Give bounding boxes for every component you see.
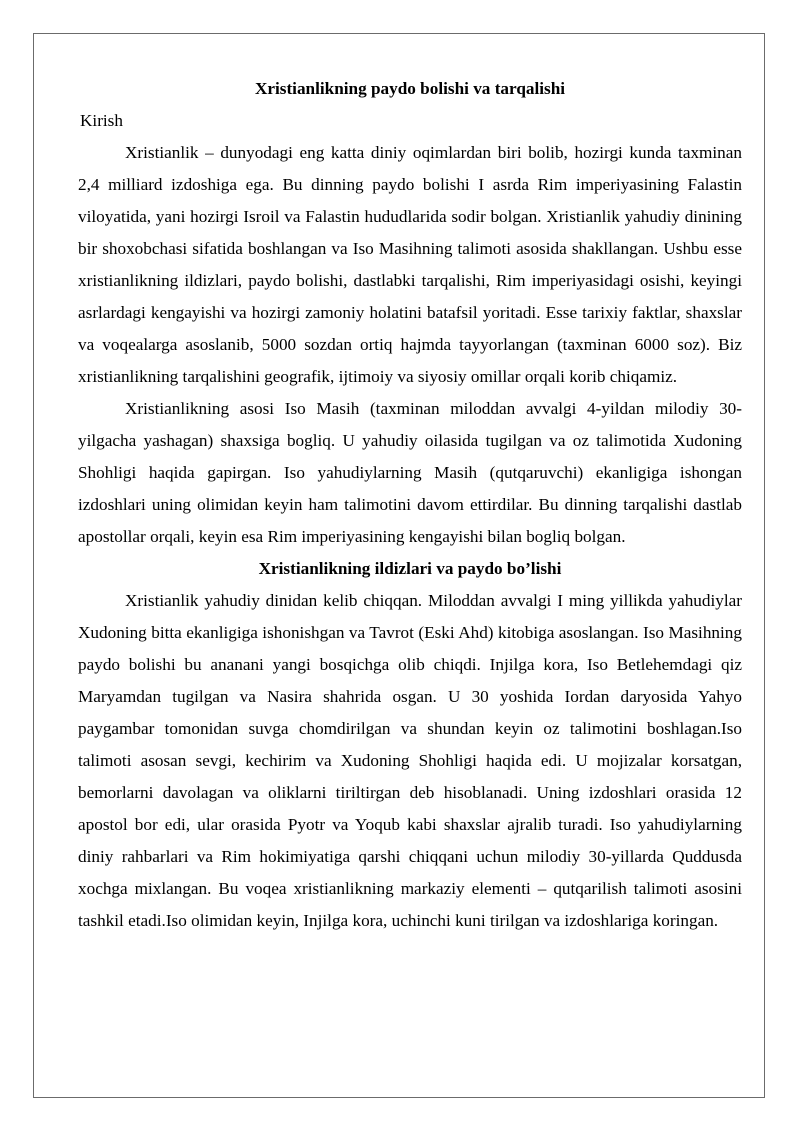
section-title: Xristianlikning ildizlari va paydo bo’lishi [258, 559, 562, 578]
paragraph: Xristianlik yahudiy dinidan kelib chiqqan. Miloddan avvalgi I ming yillikda yahudiylar Xudoning bitta ekanligiga ishonishgan va Tavrot (Eski Ahd) kitobiga asoslangan. Iso Masihning paydo bolishi bu ananani yangi bosqichga olib chiqdi. Injilga kora, Iso Betlehemdagi qiz Maryamdan tugilgan va Nasira shahrida osgan. U 30 yoshida Iordan daryosida Yahyo paygambar tomonidan suvga chomdirilgan va shundan keyin oz talimotini boshlagan.Iso talimoti asosan sevgi, kechirim va Xudoning Shohligi haqida edi. U mojizalar korsatgan, bemorlarni davolagan va oliklarni tiriltirgan deb hisoblanadi. Uning izdoshlari orasida 12 apostol bor edi, ular orasida Pyotr va Yoqub kabi shaxslar ajralib turadi. Iso yahudiylarning diniy rahbarlari va Rim hokimiyatiga qarshi chiqqani uchun milodiy 30-yillarda Quddusda xochga mixlangan. Bu voqea xristianlikning markaziy elementi – qutqarilish talimoti asosini tashkil etadi.Iso olimidan keyin, Injilga kora, uchinchi kuni tirilgan va izdoshlariga koringan. [78, 591, 742, 930]
paragraph: Xristianlik – dunyodagi eng katta diniy oqimlardan biri bolib, hozirgi kunda taxminan 2,4 milliard izdoshiga ega. Bu dinning paydo bolishi I asrda Rim imperiyasining Falastin viloyatida, yani hozirgi Isroil va Falastin hududlarida sodir bolgan. Xristianlik yahudiy dinining bir shoxobchasi sifatida boshlangan va Iso Masihning talimoti asosida shakllangan. Ushbu esse xristianlikning ildizlari, paydo bolishi, dastlabki tarqalishi, Rim imperiyasidagi osishi, keyingi asrlardagi kengayishi va hozirgi zamoniy holatini batafsil yoritadi. Esse tarixiy faktlar, shaxslar va voqealarga asoslanib, 5000 sozdan ortiq hajmda tayyorlangan (taxminan 6000 soz). Biz xristianlikning tarqalishini geografik, ijtimoiy va siyosiy omillar orqali korib chiqamiz. [78, 143, 742, 386]
document-body [78, 73, 742, 937]
document-title: Xristianlikning paydo bolishi va tarqalishi [254, 79, 566, 98]
paragraph: Xristianlikning asosi Iso Masih (taxminan miloddan avvalgi 4-yildan milodiy 30-yilgacha yashagan) shaxsiga bogliq. U yahudiy oilasida tugilgan va oz talimotida Xudoning Shohligi haqida gapirgan. Iso yahudiylarning Masih (qutqaruvchi) ekanligiga ishongan izdoshlari uning olimidan keyin ham talimotini davom ettirdilar. Bu dinning tarqalishi dastlab apostollar orqali, keyin esa Rim imperiyasining kengayishi bilan bogliq bolgan. [78, 399, 742, 546]
intro-heading: Kirish [80, 111, 123, 130]
